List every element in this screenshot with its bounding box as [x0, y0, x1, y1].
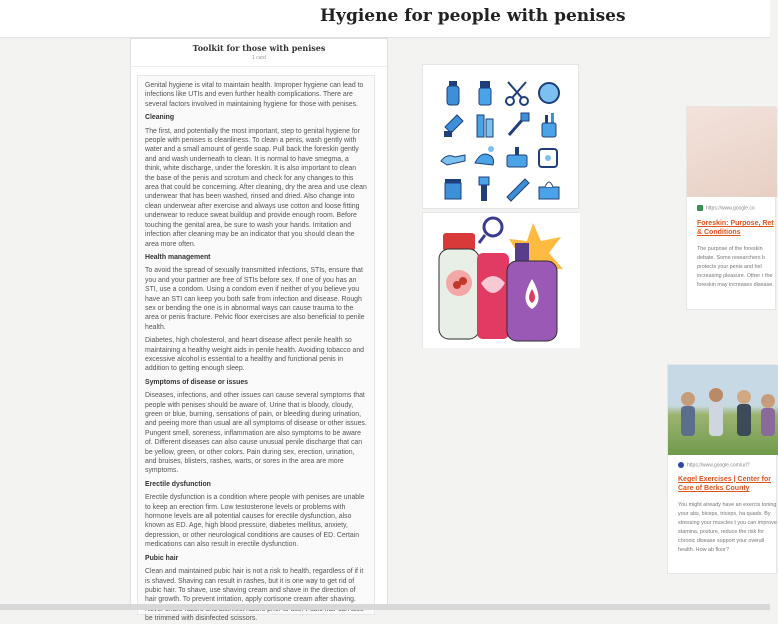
section-text: Diseases, infections, and other issues can cause several symptoms that people with penises should be aware of. Urine that is bloody, cloudy, green or blue, burning, sensations of pain, or bleeding during urination, and peeing more than usual are all symptoms of disease or other issues. Pungent smell, soreness, inflammation are also symptoms to be aware of. Different diseases can also cause unusual penile discharge that can be yellow, green, or other colors. Pain during sex, erection, urination, and bruises, blisters, rashes, warts, or sores in the area are more symptoms.: [145, 392, 367, 475]
exercise-group-photo: [668, 365, 778, 455]
link-source: https://www.google.co: [697, 205, 755, 211]
hygiene-products-illustration-card[interactable]: [422, 212, 579, 347]
kegel-link-card[interactable]: [667, 364, 777, 574]
foreskin-link-card[interactable]: [686, 106, 776, 310]
google-favicon-icon: [697, 205, 703, 211]
glass-jar-icon: [437, 173, 469, 205]
razor-icon: [501, 109, 533, 141]
top-bar: [0, 0, 770, 38]
section-heading-health-management: Health management: [145, 253, 211, 261]
link-thumbnail: [687, 107, 777, 197]
toilet-paper-icon: [533, 141, 565, 173]
section-heading-pubic-hair: Pubic hair: [145, 554, 179, 562]
board-title: Hygiene for people with penises: [320, 6, 626, 26]
section-text: To avoid the spread of sexually transmitted infections, STIs, ensure that you and your partner are free of STIs before sex. If one of you has an STI, use a condom. Using a condom even if neither of you believe you have an STI can keep you both safe from infection and disease. Rough sex or bending the one is in abnormal ways can cause trauma to the area or penis fracture. Pelvic floor exercises are also beneficial to penile health.: [145, 267, 365, 331]
lotion-bottle-icon: [437, 77, 469, 109]
toolkit-column[interactable]: [130, 38, 388, 623]
deodorant-icon: [469, 77, 501, 109]
scissors-icon: [501, 77, 533, 109]
section-text: The first, and potentially the most important, step to genital hygiene for people with penises is cleanliness. To clean a penis, wash gently with water and a small amount of gentle soap. Pull back the foreskin gently and and wash underneath to clean. It is normal to have smegma, a think, white discharge, under the foreskin. It is also important to clean the base of the penis and scrotum and check for any changes to this area that could be concerning. After cleaning, dry the area and use clean underwear that has been washed, rinsed and dried. Also change into clean underwear after exercise and always use cotton and loose fitting underwear to reduce sweat buildup and provide enough room. Before touching the genital area, be sure to wash your hands. Irritation and infection after cleaning may be an indicator that you should clean the area more often.: [145, 127, 367, 248]
section-text: Diabetes, high cholesterol, and heart disease affect penile health so maintaining a healthy weight aids in penile health. Avoiding tobacco and excessive alcohol is essential to a healthy and functional penis in addition to getting enough sleep.: [145, 337, 364, 373]
hand-soap-icon: [437, 141, 469, 173]
tissue-box-icon: [533, 173, 565, 205]
shaver-icon: [469, 173, 501, 205]
hygiene-products-illustration: [423, 213, 580, 348]
link-description: The purpose of the foreskin debate. Some researchers b protects your penis and hel increasing pleasure. Other r the foreskin may increases disease.: [697, 246, 774, 288]
section-text: Clean and maintained pubic hair is not a risk to health, regardless of if it is shaved. Shaving can result in rashes, but it is one way to get rid of pubic hair. To shave, use shaving cream and shave in the direction of hair growth. To prevent irritation, apply cortisone cream after shaving. be trimmed with disinfected scissors.: [145, 568, 364, 623]
comb-icon: [501, 173, 533, 205]
section-heading-cleaning: Cleaning: [145, 114, 175, 122]
washing-hands-icon: [469, 141, 501, 173]
link-thumbnail: [668, 365, 778, 455]
kegel-link[interactable]: Kegel Exercises | Center for Care of Berks County: [678, 476, 771, 492]
foreskin-link[interactable]: Foreskin: Purpose, Ret & Conditions: [697, 220, 774, 236]
compact-mirror-icon: [533, 77, 565, 109]
intro-paragraph: Genital hygiene is vital to maintain health. Improper hygiene can lead to infections like UTIs and even further health complications. There are several factors involved in maintaining hygiene for those with penises.: [145, 82, 364, 108]
section-heading-symptoms: Symptoms of disease or issues: [145, 378, 249, 386]
cream-tubes-icon: [469, 109, 501, 141]
pump-bottle-icon: [437, 109, 469, 141]
hygiene-icons-image-card[interactable]: [422, 64, 579, 209]
toothbrush-cup-icon: [533, 109, 565, 141]
toolkit-note-card[interactable]: [137, 75, 375, 623]
link-description: You might already have an exercis toning your abs, biceps, triceps, ha quads. By stressing your muscles t you can improve stamina, posture, reduce the risk for chronic disease support your overall health. How ab floor?: [678, 502, 777, 553]
icon-grid: [437, 77, 565, 205]
column-header: [131, 39, 387, 67]
column-title[interactable]: Toolkit for those with penises: [192, 43, 326, 53]
site-favicon-icon: [678, 462, 684, 468]
bottom-scrollbar[interactable]: [0, 604, 770, 610]
card-count: 1 card: [252, 55, 266, 61]
sink-icon: [501, 141, 533, 173]
section-heading-erectile-dysfunction: Erectile dysfunction: [145, 480, 211, 488]
section-text: Erectile dysfunction is a condition where people with penises are unable to keep an erection firm. Low testosterone levels or problems with hormone levels are all potential causes for erectile dysfunction, also known as ED. Age, high blood pressure, diabetes mellitus, anxiety, depression, or other neurological conditions are causes of ED. Certain medications can also result in erectile dysfunction.: [145, 494, 365, 549]
link-source: https://www.google.com/url?: [678, 462, 750, 468]
